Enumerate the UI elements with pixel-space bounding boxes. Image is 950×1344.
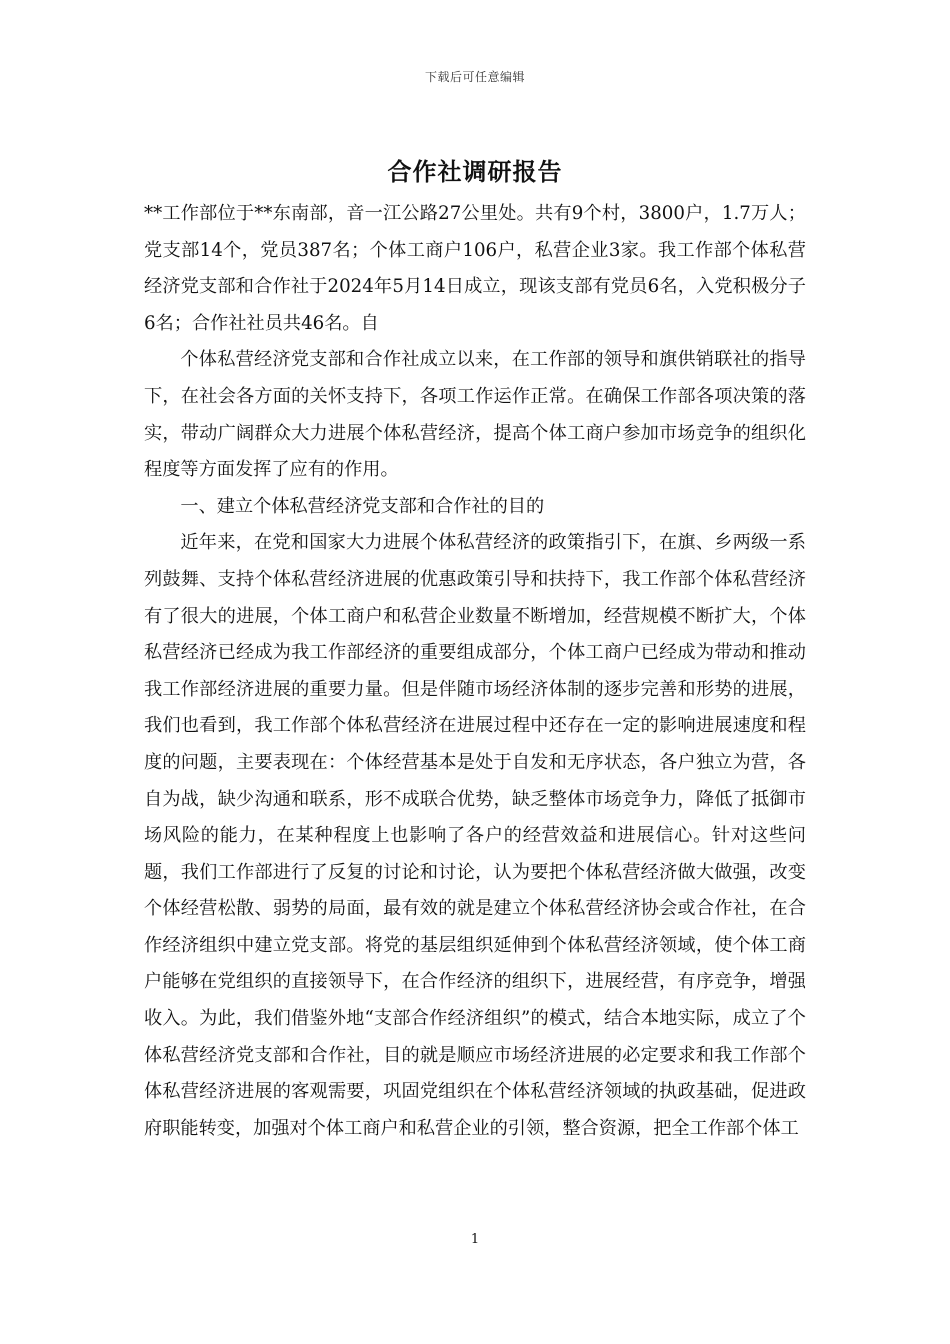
section-heading-1: 一、建立个体私营经济党支部和合作社的目的 [180, 495, 545, 517]
header-note: 下载后可任意编辑 [424, 70, 525, 84]
document-title: 合作社调研报告 [387, 157, 563, 186]
paragraph-intro: **工作部位于**东南部，音一江公路27公里处。共有9个村，3800户，1.7万人；党支部14个，党员387名；个体工商户106户，私营企业3家。我工作部个体私营经济党支部和合作社于2024年5月14日成立，现该支部有党员6名，入党积极分子6名；合作社社员共46名。自 [144, 203, 806, 334]
page-number: 1 [470, 1232, 480, 1247]
paragraph-background: 近年来，在党和国家大力进展个体私营经济的政策指引下，在旗、乡两级一系列鼓舞、支持个体私营经济进展的优惠政策引导和扶持下，我工作部个体私营经济有了很大的进展，个体工商户和私营企业数量不断增加，经营规模不断扩大，个体私营经济已经成为我工作部经济的重要组成部分，个体工商户已经成为带动和推动我工作部经济进展的重要力量。但是伴随市场经济体制的逐步完善和形势的进展，我们也看到，我工作部个体私营经济在进展过程中还存在一定的影响进展速度和程度的问题，主要表现在：个体经营基本是处于自发和无序状态，各户独立为营，各自为战，缺少沟通和联系，形不成联合优势，缺乏整体市场竞争力，降低了抵御市场风险的能力，在某种程度上也影响了各户的经营效益和进展信心。针对这些问题，我们工作部进行了反复的讨论和讨论，认为要把个体私营经济做大做强，改变个体经营松散、弱势的局面，最有效的就是建立个体私营经济协会或合作社，在合作经济组织中建立党支部。将党的基层组织延伸到个体私营经济领域，使个体工商户能够在党组织的直接领导下，在合作经济的组织下，进展经营，有序竞争，增强收入。为此，我们借鉴外地“支部合作经济组织”的模式，结合本地实际，成立了个体私营经济党支部和合作社，目的就是顺应市场经济进展的必定要求和我工作部个体私营经济进展的客观需要，巩固党组织在个体私营经济领域的执政基础，促进政府职能转变，加强对个体工商户和私营企业的引领，整合资源，把全工作部个体工 [144, 532, 806, 1139]
document-body [144, 196, 806, 1147]
paragraph-overview: 个体私营经济党支部和合作社成立以来，在工作部的领导和旗供销联社的指导下，在社会各方面的关怀支持下，各项工作运作正常。在确保工作部各项决策的落实，带动广阔群众大力进展个体私营经济，提高个体工商户参加市场竞争的组织化程度等方面发挥了应有的作用。 [144, 349, 806, 481]
